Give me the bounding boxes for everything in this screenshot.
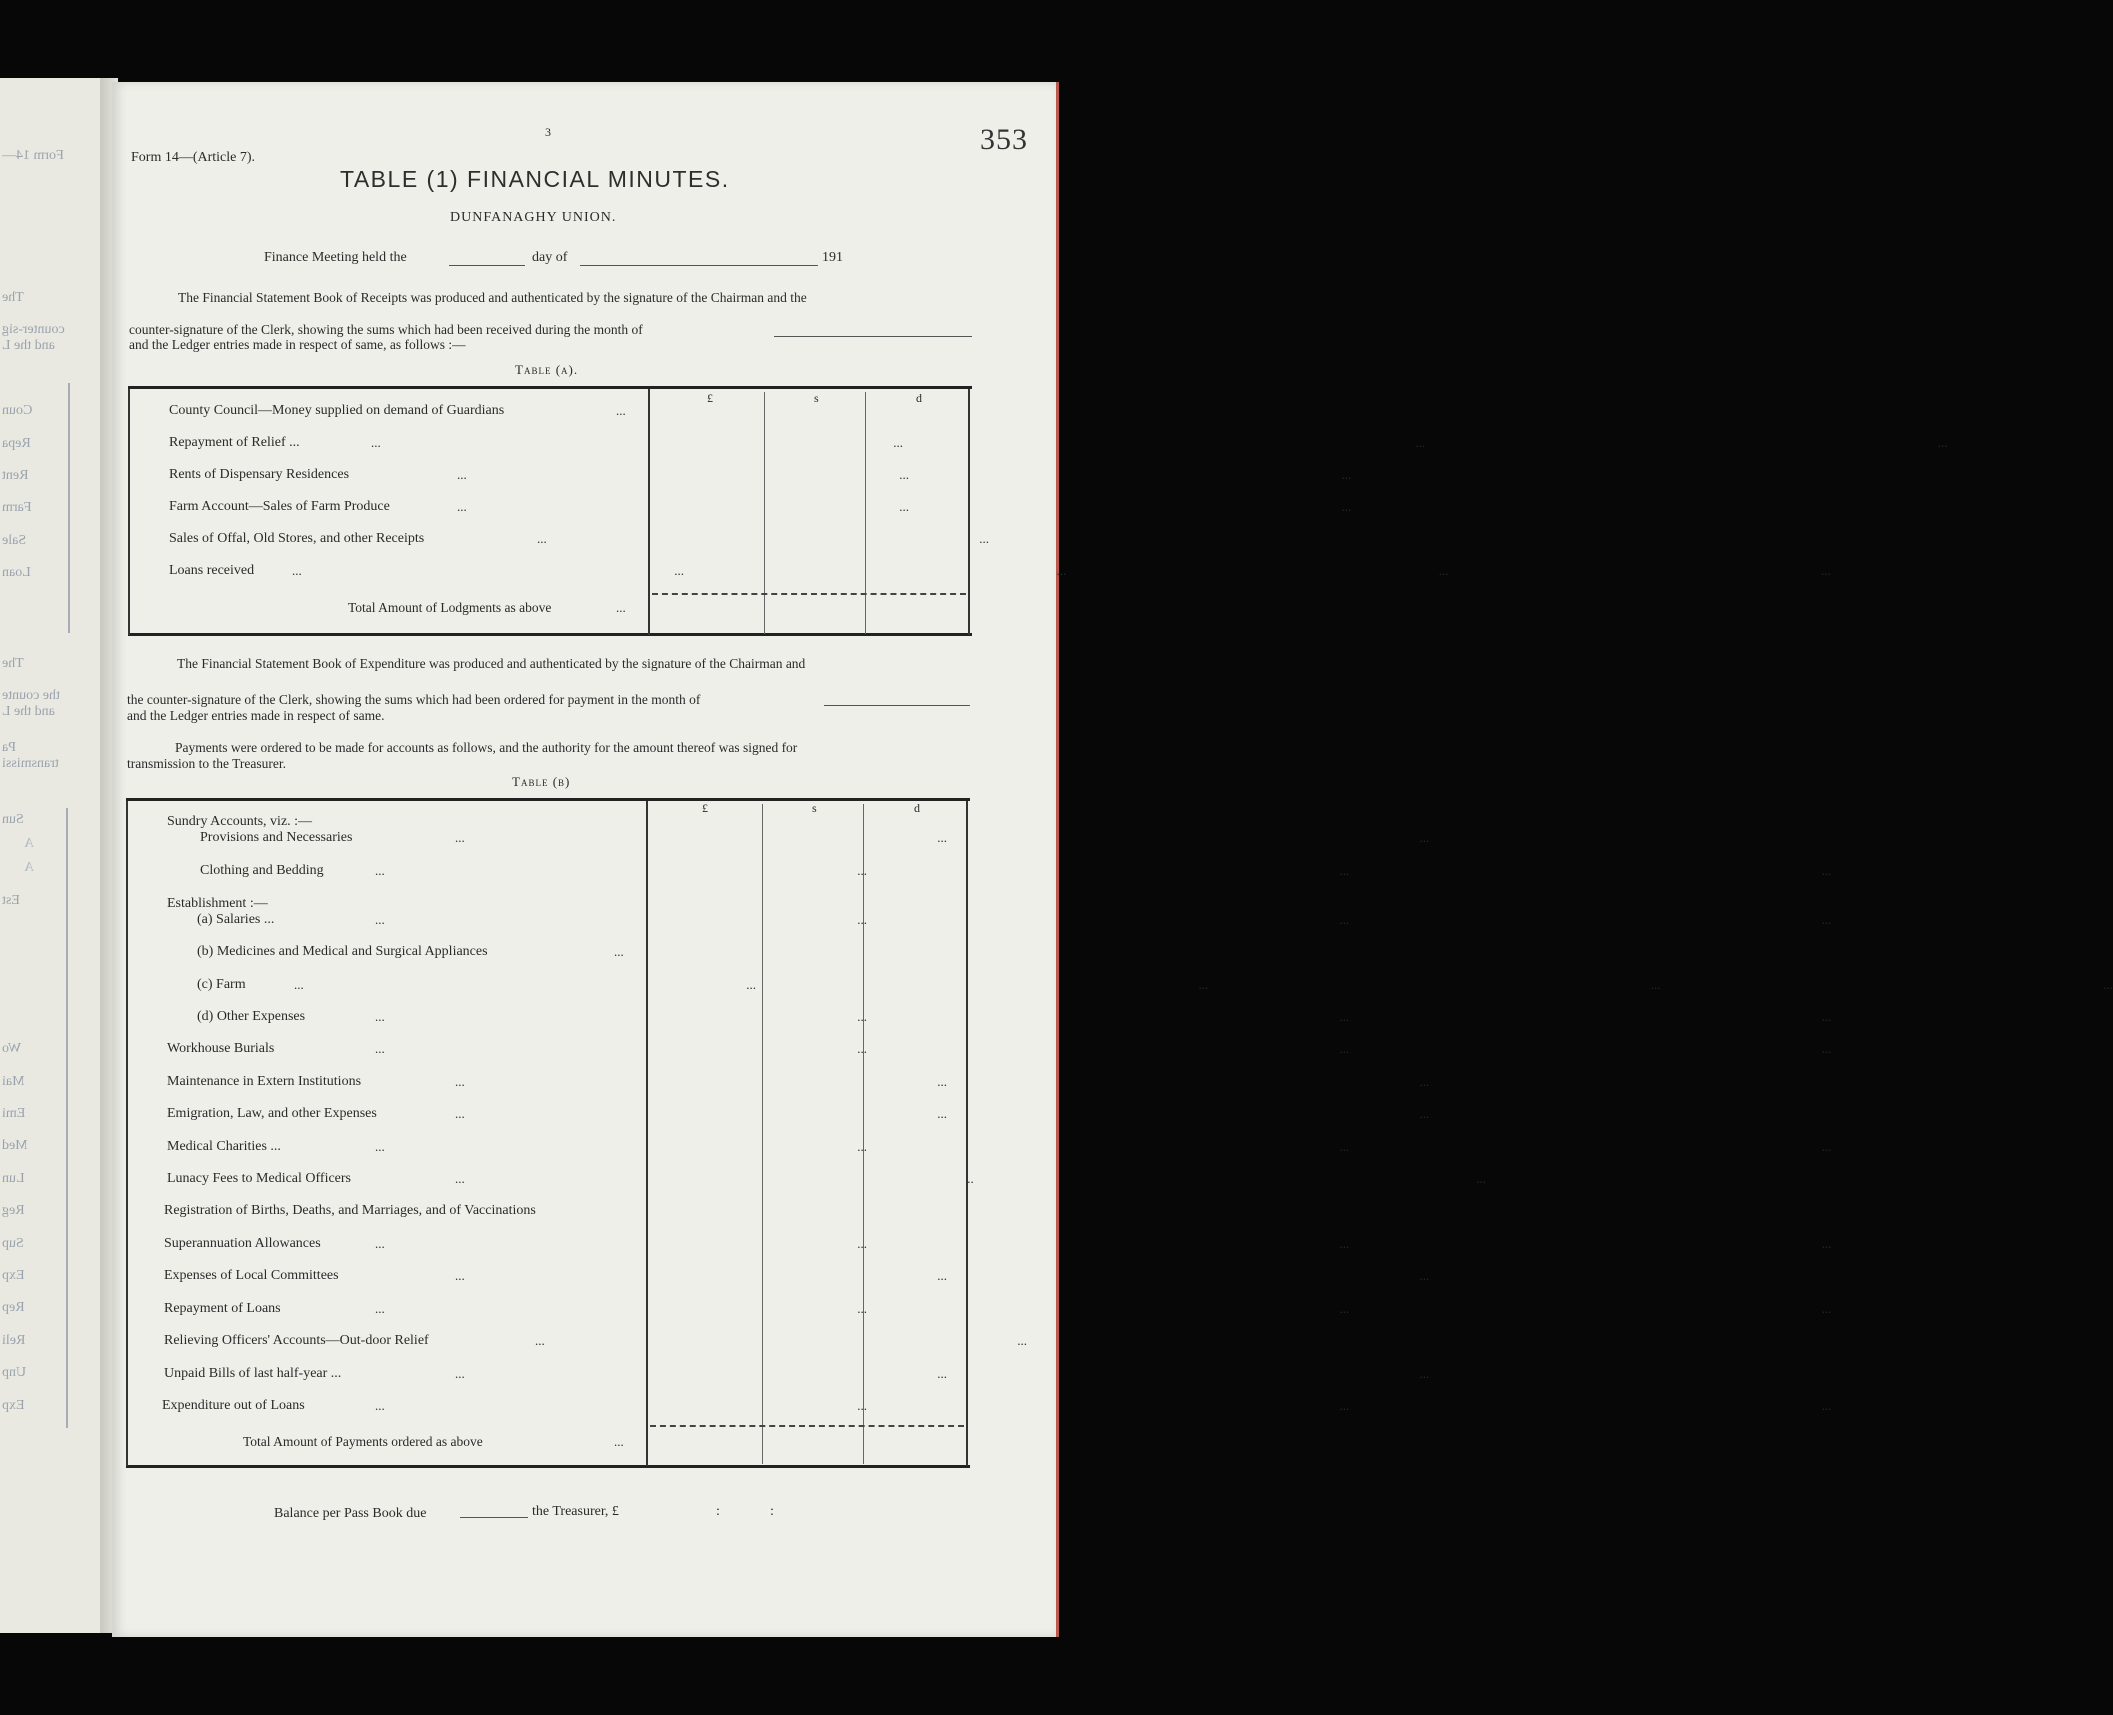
table-b-row-dots: ... ... ... ... (375, 1398, 1832, 1413)
sheet-mark: 3 (545, 125, 551, 139)
meeting-line-prefix: Finance Meeting held the (264, 250, 407, 265)
form-reference: Form 14—(Article 7). (131, 150, 256, 165)
table-b-row-dots: ... ... ... ... (375, 863, 1832, 878)
left-fragment: counter-sig (2, 322, 65, 337)
meeting-line-day-of: day of (532, 250, 568, 265)
table-b-header-shillings: s (812, 801, 817, 815)
left-fragment: and the L (2, 338, 55, 353)
left-fragment: Exp (2, 1398, 25, 1413)
table-b-row-label: Provisions and Necessaries (200, 830, 353, 845)
table-b-row-dots: ... ... ... ... (375, 1301, 1832, 1316)
table-b-row-label: Superannuation Allowances (164, 1236, 321, 1251)
left-fragment: Rent (2, 468, 29, 483)
union-name: DUNFANAGHY UNION. (450, 210, 617, 225)
month-blank[interactable] (580, 265, 818, 266)
left-fragment: Sup (2, 1236, 24, 1251)
left-fragment: the counte (2, 688, 60, 703)
table-b-row-dots: ... ... ... ... (375, 1236, 1832, 1251)
left-fragment: Pa (2, 740, 16, 755)
receipts-intro-line2: counter-signature of the Clerk, showing the sums which had been received during the month of (129, 322, 643, 337)
table-a-header-shillings: s (814, 391, 819, 405)
expenditure-intro-line1: The Financial Statement Book of Expenditure was produced and authenticated by the signature of the Chairman and (177, 656, 806, 671)
table-b-row-label: Establishment :— (167, 896, 268, 911)
table-b-row-dots: ... .. ... (455, 1171, 1486, 1186)
balance-blank[interactable] (460, 1517, 528, 1518)
left-fragment: Exp (2, 1268, 25, 1283)
table-a-row-dots: ... ... ... (457, 499, 1352, 514)
expenditure-intro-line2: the counter-signature of the Clerk, showing the sums which had been ordered for payment in the month of (127, 692, 701, 707)
table-b-total-label: Total Amount of Payments ordered as above (243, 1434, 483, 1449)
balance-separator: : (770, 1504, 774, 1519)
table-b-row-label: Maintenance in Extern Institutions (167, 1074, 362, 1089)
day-blank[interactable] (449, 265, 525, 266)
expenditure-intro-line3: and the Ledger entries made in respect of same. (127, 708, 385, 723)
receipts-month-blank[interactable] (774, 336, 972, 337)
left-fragment: Emi (2, 1106, 26, 1121)
table-b-row-label: Medical Charities ... (167, 1139, 281, 1154)
table-b-row-dots: ... ... ... ... (375, 912, 1832, 927)
table-a-row-dots: ... ... ... ... ... (292, 563, 1831, 578)
table-b-caption: Table (b) (512, 774, 571, 789)
table-b-row-label: Registration of Births, Deaths, and Marriages, and of Vaccinations (164, 1203, 536, 1218)
table-b-row-dots: ... ... ... (455, 830, 1430, 845)
table-a-row-dots: ... ... (537, 531, 989, 546)
table-a-caption: Table (a). (515, 362, 579, 377)
table-b-row-label: Clothing and Bedding (200, 863, 324, 878)
left-fragment: Reg (2, 1203, 25, 1218)
table-b-row-label: Sundry Accounts, viz. :— (167, 814, 313, 829)
table-a-total-dots: ... (616, 600, 626, 615)
table-a-row-label: Sales of Offal, Old Stores, and other Receipts (169, 531, 425, 546)
page-number: 353 (980, 123, 1028, 156)
left-fragment: Coun (2, 403, 33, 418)
table-b-row-dots: ... ... ... ... (375, 1041, 1832, 1056)
table-a-row-dots: ... ... ... ... (371, 435, 1948, 450)
table-b-total-rule (650, 1425, 964, 1427)
table-b-row-dots: ... ... (535, 1333, 1027, 1348)
table-a-total-rule (652, 593, 966, 595)
left-fragment: Form 14— (2, 148, 64, 163)
table-b-row-dots: ... (614, 944, 624, 959)
left-fragment: A (24, 860, 35, 875)
left-fragment: A (24, 836, 35, 851)
left-fragment: Loan (2, 565, 31, 580)
table-b-row-dots: ... ... ... ... (375, 1009, 1832, 1024)
left-fragment: transmissi (2, 756, 59, 771)
left-fragment: and the L (2, 704, 55, 719)
ledger-page (112, 82, 2113, 1637)
receipts-intro-line1: The Financial Statement Book of Receipts was produced and authenticated by the signature of the Chairman and the (178, 290, 807, 305)
left-fragment: Med (2, 1138, 28, 1153)
table-a-row-label: Loans received (169, 563, 255, 578)
table-b-row-label: (d) Other Expenses (197, 1009, 306, 1024)
left-fragment: Sale (2, 533, 27, 548)
table-b-row-dots: ... ... ... ... (375, 1139, 1832, 1154)
balance-separator: : (716, 1504, 720, 1519)
table-b-row-dots: ... ... ... (455, 1268, 1430, 1283)
table-b-row-label: (b) Medicines and Medical and Surgical Appliances (197, 944, 488, 959)
table-a-total-label: Total Amount of Lodgments as above (348, 600, 552, 615)
table-b-row-label: Workhouse Burials (167, 1041, 275, 1056)
table-a-header-pence: d (916, 391, 922, 405)
table-b-row-dots: ... ... ... (455, 1074, 1430, 1089)
table-b-row-label: Emigration, Law, and other Expenses (167, 1106, 377, 1121)
table-b-row-label: Relieving Officers' Accounts—Out-door Relief (164, 1333, 429, 1348)
meeting-year: 191 (822, 250, 843, 265)
left-fragment: Est (2, 893, 20, 908)
table-b-row-dots: ... ... ... ... ... (294, 977, 2113, 992)
table-b-header-pounds: £ (702, 801, 708, 815)
table-a-row-dots: ... (616, 403, 626, 418)
left-fragment: Mai (2, 1074, 25, 1089)
left-fragment: Reli (2, 1333, 26, 1348)
table-b-row-label: Repayment of Loans (164, 1301, 281, 1316)
expenditure-intro-line4: Payments were ordered to be made for accounts as follows, and the authority for the amount thereof was signed for (175, 740, 798, 755)
left-fragment: Wo (2, 1041, 22, 1056)
left-fragment: Lun (2, 1171, 25, 1186)
table-a-row-label: Farm Account—Sales of Farm Produce (169, 499, 390, 514)
expenditure-intro-line5: transmission to the Treasurer. (127, 756, 286, 771)
balance-line-prefix: Balance per Pass Book due (274, 1506, 427, 1521)
table-b-row-label: Expenditure out of Loans (162, 1398, 305, 1413)
table-b-row-label: Expenses of Local Committees (164, 1268, 339, 1283)
table-b-row-dots: ... ... ... (455, 1366, 1430, 1381)
left-fragment: The (2, 656, 24, 671)
table-b-total-dots: ... (614, 1434, 624, 1449)
page-title: TABLE (1) FINANCIAL MINUTES. (340, 166, 730, 192)
receipts-intro-line3: and the Ledger entries made in respect of same, as follows :— (129, 337, 466, 352)
table-b-row-dots: ... ... ... (455, 1106, 1430, 1121)
expenditure-month-blank[interactable] (824, 705, 970, 706)
left-fragment: Repa (2, 436, 31, 451)
left-fragment: Farm (2, 500, 32, 515)
table-a-row-label: Rents of Dispensary Residences (169, 467, 350, 482)
left-fragment: Rep (2, 1300, 25, 1315)
balance-line-suffix: the Treasurer, £ (532, 1504, 619, 1519)
table-b-header-pence: d (914, 801, 920, 815)
table-a-row-dots: ... ... ... (457, 467, 1352, 482)
table-a-header-pounds: £ (707, 391, 713, 405)
table-a-row-label: County Council—Money supplied on demand of Guardians (169, 403, 505, 418)
left-fragment: Unp (2, 1365, 27, 1380)
left-fragment: Sun (2, 812, 24, 827)
table-b-row-label: Lunacy Fees to Medical Officers (167, 1171, 352, 1186)
table-b-row-label: Unpaid Bills of last half-year ... (164, 1366, 342, 1381)
table-b-row-label: (a) Salaries ... (197, 912, 275, 927)
table-b-row-label: (c) Farm (197, 977, 246, 992)
table-a-row-label: Repayment of Relief ... (169, 435, 300, 450)
left-fragment: The (2, 290, 24, 305)
